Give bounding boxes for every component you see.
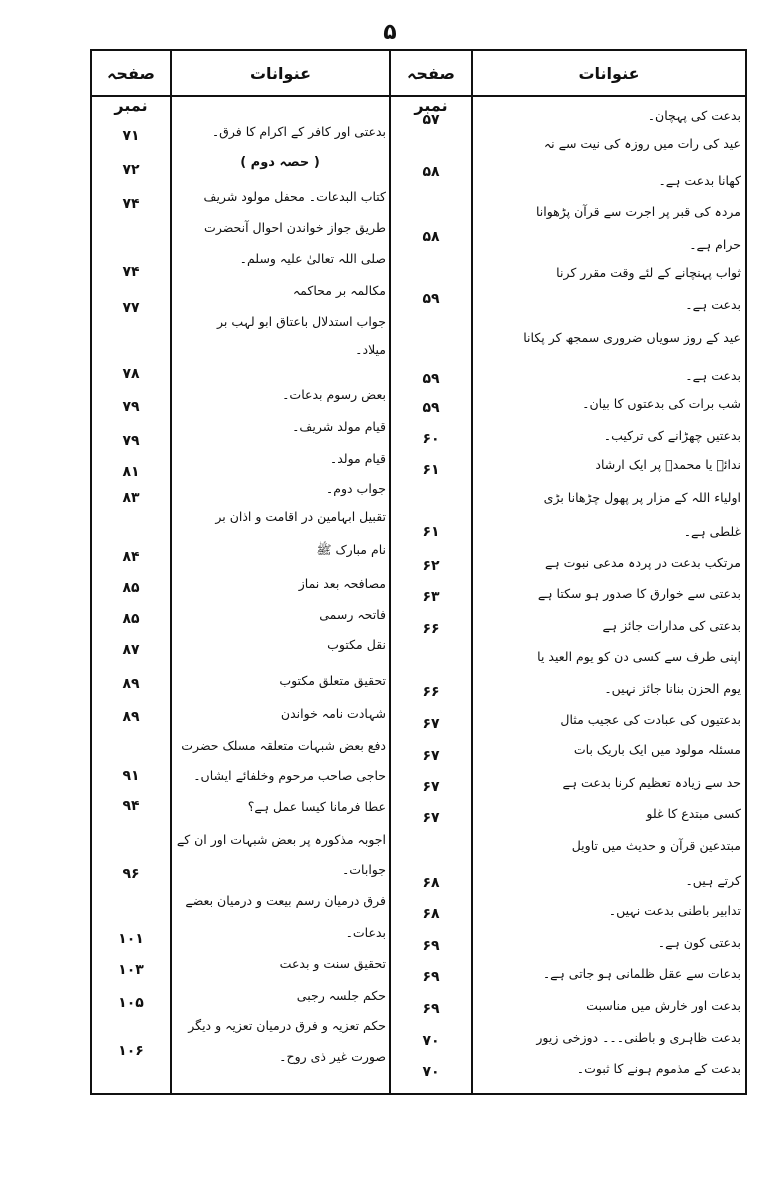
toc-entry: عید کے روز سویاں ضروری سمجھ کر پکانا (523, 330, 741, 345)
toc-page-number: ۶۷ (422, 779, 440, 795)
toc-entry: نقل مکتوب (327, 637, 386, 652)
toc-entry: بدعتی کون ہے۔ (657, 935, 741, 950)
toc-entry: تحقیق سنت و بدعت (279, 956, 386, 971)
toc-entry: مسئلہ مولود میں ایک باریک بات (573, 742, 741, 757)
toc-page-number: ۶۹ (422, 938, 440, 954)
toc-page-number: ۸۵ (122, 611, 140, 627)
toc-entry: تدابیر باطنی بدعت نہیں۔ (608, 903, 741, 918)
toc-entry: حکم جلسہ رجبی (296, 988, 386, 1003)
toc-page-number: ۵۹ (422, 400, 440, 416)
toc-page-number: ۸۹ (122, 709, 140, 725)
toc-page-number: ۷۷ (122, 300, 140, 316)
toc-page-number: ۱۰۵ (118, 995, 144, 1011)
toc-page-number: ۷۰ (422, 1064, 440, 1080)
toc-page-number: ۹۶ (122, 866, 140, 882)
toc-entry: بدعت ہے۔ (685, 297, 741, 312)
toc-page-number: ۶۸ (422, 875, 440, 891)
toc-entry: کرتے ہیں۔ (685, 873, 741, 888)
toc-section-heading: ( حصہ دوم ) (240, 155, 320, 170)
toc-page-number: ۵۸ (422, 164, 440, 180)
toc-entry: بدعتیوں کی عبادت کی عجیب مثال (560, 712, 741, 727)
toc-entry: حرام ہے۔ (689, 237, 741, 252)
toc-entry: اپنی طرف سے کسی دن کو یوم العید یا (537, 649, 741, 664)
toc-entry: بعض رسوم بدعات۔ (282, 387, 386, 402)
toc-entry: بدعتی سے خوارق کا صدور ہو سکتا ہے (537, 586, 741, 601)
toc-page-number: ۷۰ (422, 1033, 440, 1049)
toc-entry: تقبیل ابہامین در اقامت و اذان بر (215, 509, 386, 524)
toc-entry: تحقیق متعلق مکتوب (279, 673, 386, 688)
toc-entry: اولیاء اللہ کے مزار پر پھول چڑھانا بڑی (543, 490, 741, 505)
header-right-title: عنوانات (578, 64, 640, 83)
toc-page-number: ۵۸ (422, 229, 440, 245)
toc-entry: قیام مولد۔ (329, 451, 386, 466)
toc-page-number: ۸۱ (122, 464, 140, 480)
toc-page-number: ۵۹ (422, 291, 440, 307)
toc-entry: مرتکب بدعت در پردہ مدعی نبوت ہے (545, 555, 741, 570)
toc-page-number: ۷۲ (122, 162, 140, 178)
toc-page-number: ۸۷ (122, 642, 140, 658)
toc-entry: فاتحہ رسمی (319, 607, 386, 622)
toc-entry: صورت غیر ذی روح۔ (279, 1049, 386, 1064)
toc-page-number: ۷۴ (122, 264, 140, 280)
toc-entry: کسی مبتدع کا غلو (646, 806, 741, 821)
toc-entry: ندائے یا محمدؐ پر ایک ارشاد (595, 457, 741, 472)
toc-page-number: ۷۹ (122, 399, 140, 415)
toc-entry: کھانا بدعت ہے۔ (658, 173, 741, 188)
toc-page-number: ۶۱ (422, 524, 440, 540)
toc-entry: مکالمہ بر محاکمہ (292, 283, 386, 298)
toc-page-number: ۸۳ (122, 490, 140, 506)
toc-page-number: ۶۶ (422, 684, 440, 700)
toc-entry: کتاب البدعات۔ محفل مولود شریف (203, 189, 386, 204)
toc-page-number: ۷۸ (122, 366, 140, 382)
toc-entry: بدعت کے مذموم ہونے کا ثبوت۔ (576, 1061, 741, 1076)
toc-entry: جوابات۔ (341, 862, 386, 877)
toc-entry: مبتدعین قرآن و حدیث میں تاویل (571, 838, 741, 853)
column-divider (170, 49, 172, 1095)
toc-page-number: ۱۰۱ (118, 931, 144, 947)
toc-page-number: ۸۵ (122, 580, 140, 596)
toc-entry: اجوبہ مذکورہ پر بعض شبہات اور ان کے (176, 832, 386, 847)
toc-entry: بدعتیں چھڑانے کی ترکیب۔ (603, 428, 741, 443)
toc-page-number: ۵۹ (422, 371, 440, 387)
toc-entry: بدعات سے عقل ظلمانی ہو جاتی ہے۔ (542, 966, 741, 981)
toc-page-number: ۷۹ (122, 433, 140, 449)
toc-page-number: ۹۱ (122, 768, 140, 784)
toc-page-number: ۶۷ (422, 810, 440, 826)
toc-entry: صلی اللہ تعالیٰ علیہ وسلم۔ (239, 251, 386, 266)
header-right-page: صفحہ نمبر (407, 64, 455, 115)
toc-entry: مصافحہ بعد نماز (298, 576, 386, 591)
toc-page-number: ۷۱ (122, 128, 140, 144)
toc-entry: حکم تعزیہ و فرق درمیان تعزیہ و دیگر (188, 1018, 386, 1033)
toc-entry: یوم الحزن بنانا جائز نہیں۔ (604, 681, 741, 696)
toc-entry: بدعتی کی مدارات جائز ہے (602, 618, 741, 633)
toc-entry: غلطی ہے۔ (683, 524, 741, 539)
toc-entry: جواب استدلال باعتاق ابو لہب بر (216, 314, 386, 329)
toc-entry: قیام مولد شریف۔ (292, 419, 386, 434)
toc-page-number: ۶۷ (422, 716, 440, 732)
toc-page-number: ۶۱ (422, 462, 440, 478)
toc-page-number: ۱۰۶ (118, 1043, 144, 1059)
toc-entry: میلاد۔ (355, 342, 386, 357)
toc-page-number: ۱۰۳ (118, 962, 144, 978)
toc-page-number: ۶۰ (422, 431, 440, 447)
toc-entry: حاجی صاحب مرحوم وخلفائے ایشاں۔ (193, 768, 386, 783)
toc-entry: بدعت کی پہچان۔ (647, 108, 741, 123)
toc-page-number: ۶۶ (422, 621, 440, 637)
toc-entry: شہادت نامہ خواندن (280, 706, 386, 721)
toc-entry: عطا فرمانا کیسا عمل ہے؟ (247, 799, 386, 814)
toc-entry: جواب دوم۔ (325, 481, 386, 496)
toc-page-number: ۶۲ (422, 558, 440, 574)
toc-entry: عید کی رات میں روزہ کی نیت سے نہ (543, 136, 741, 151)
toc-entry: شب برات کی بدعتوں کا بیان۔ (582, 396, 741, 411)
toc-entry: طریق جواز خواندن احوال آنحضرت (204, 220, 386, 235)
toc-page-number: ۸۹ (122, 676, 140, 692)
toc-page-number: ۶۳ (422, 589, 440, 605)
toc-entry: نام مبارک ﷺ (316, 542, 386, 557)
toc-entry: حد سے زیادہ تعظیم کرنا بدعت ہے (562, 775, 741, 790)
header-left-title: عنوانات (249, 64, 312, 83)
toc-page-number: ۹۴ (122, 798, 140, 814)
toc-entry: بدعات۔ (345, 925, 386, 940)
toc-entry: مردہ کی قبر پر اجرت سے قرآن پڑھوانا (535, 204, 741, 219)
toc-page-number: ۶۷ (422, 748, 440, 764)
page-number: ۵ (383, 20, 397, 45)
toc-page-number: ۶۹ (422, 1001, 440, 1017)
toc-page-number: ۸۴ (122, 549, 140, 565)
toc-entry: دفع بعض شبہات متعلقہ مسلک حضرت (181, 738, 386, 753)
header-left-page: صفحہ نمبر (107, 64, 155, 115)
toc-entry: بدعت ظاہری و باطنی۔۔۔ دوزخی زیور (536, 1030, 741, 1045)
toc-page-number: ۶۹ (422, 969, 440, 985)
toc-page-number: ۵۷ (422, 112, 440, 128)
toc-entry: بدعت ہے۔ (685, 368, 741, 383)
toc-entry: بدعتی اور کافر کے اکرام کا فرق۔ (211, 124, 386, 139)
column-divider (471, 49, 473, 1095)
toc-entry: بدعت اور خارش میں مناسبت (586, 998, 741, 1013)
toc-page-number: ۶۸ (422, 906, 440, 922)
toc-entry: ثواب پہنچانے کے لئے وقت مقرر کرنا (556, 265, 741, 280)
toc-page-number: ۷۴ (122, 196, 140, 212)
toc-entry: فرق درمیان رسم بیعت و درمیان بعضے (185, 893, 386, 908)
